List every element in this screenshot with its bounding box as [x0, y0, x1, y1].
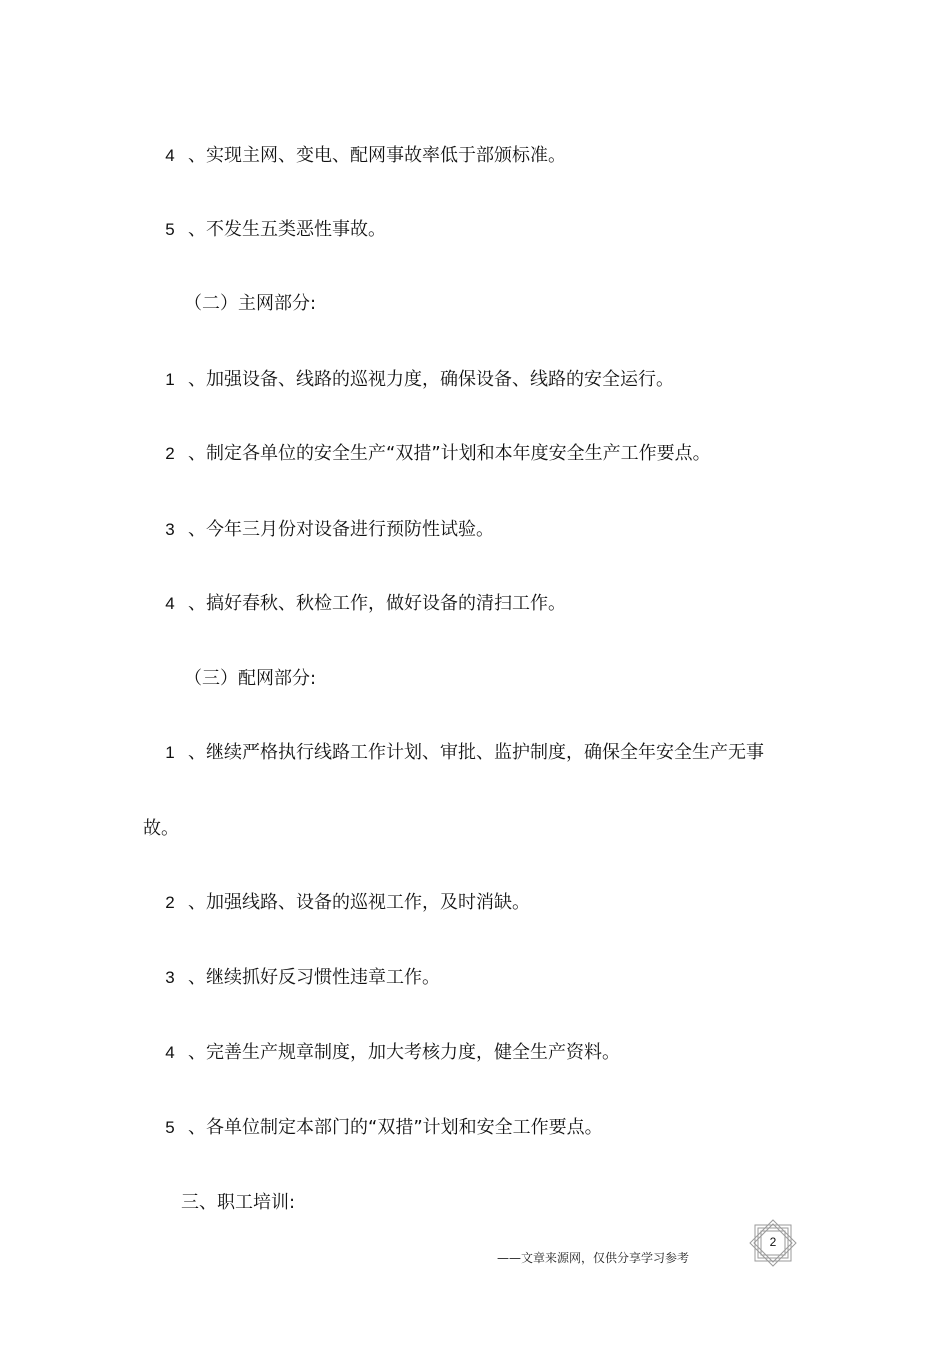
- section-heading: 三、职工培训:: [181, 1192, 296, 1213]
- item-text: 、不发生五类恶性事故。: [188, 219, 386, 240]
- page-number-badge: [749, 1219, 797, 1267]
- item-text: 、制定各单位的安全生产“双措”计划和本年度安全生产工作要点。: [188, 443, 711, 464]
- item-number: 4: [165, 146, 175, 165]
- item-text: 、继续抓好反习惯性违章工作。: [188, 967, 440, 988]
- item-number: 3: [165, 520, 175, 539]
- item-number: 5: [165, 220, 175, 239]
- item-number: 2: [165, 893, 175, 912]
- item-text: 、搞好春秋、秋检工作，做好设备的清扫工作。: [188, 593, 566, 614]
- item-number: 4: [165, 1043, 175, 1062]
- item-text: 、继续严格执行线路工作计划、审批、监护制度，确保全年安全生产无事: [188, 742, 764, 763]
- item-text: 、今年三月份对设备进行预防性试验。: [188, 519, 494, 540]
- item-number: 1: [165, 743, 175, 762]
- section-heading: （三）配网部分:: [184, 668, 317, 689]
- item-text: 、实现主网、变电、配网事故率低于部颁标准。: [188, 145, 566, 166]
- item-number: 1: [165, 370, 175, 389]
- item-text: 、完善生产规章制度，加大考核力度，健全生产资料。: [188, 1042, 620, 1063]
- item-text: 、加强线路、设备的巡视工作，及时消缺。: [188, 892, 530, 913]
- item-text: 、各单位制定本部门的“双措”计划和安全工作要点。: [188, 1117, 603, 1138]
- item-number: 2: [165, 444, 175, 463]
- item-number: 3: [165, 968, 175, 987]
- item-text-continuation: 故。: [143, 818, 179, 839]
- item-text: 、加强设备、线路的巡视力度，确保设备、线路的安全运行。: [188, 369, 674, 390]
- footer-source-note: ——文章来源网，仅供分享学习参考: [497, 1251, 690, 1265]
- section-heading: （二）主网部分:: [184, 293, 317, 314]
- page-number: 2: [769, 1235, 777, 1249]
- item-number: 5: [165, 1118, 175, 1137]
- item-number: 4: [165, 594, 175, 613]
